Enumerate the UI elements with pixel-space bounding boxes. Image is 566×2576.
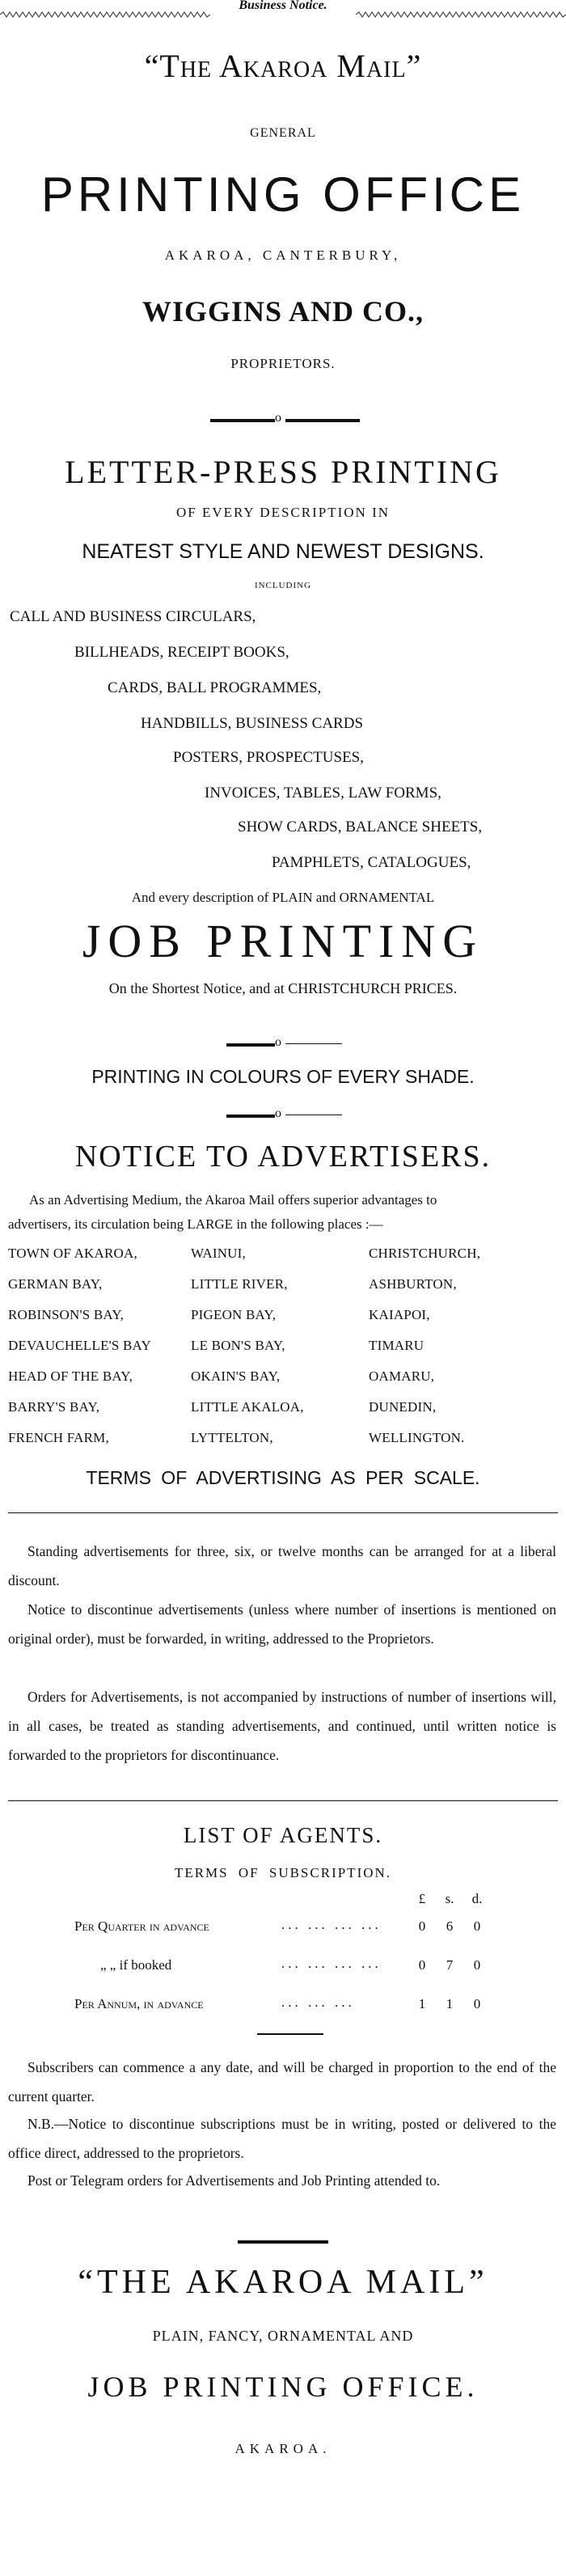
masthead-office: PRINTING OFFICE [40,167,526,222]
agents-paragraph: Subscribers can commence a any date, and will be charged in proportion to the end of the current quarter. [8,2059,556,2104]
place-name: WAINUI, [191,1246,246,1261]
footer-line: PLAIN, FANCY, ORNAMENTAL AND [152,2328,414,2344]
place-name: CHRISTCHURCH, [369,1246,481,1261]
ornament-dot: o [275,411,281,425]
item-line: SHOW CARDS, BALANCE SHEETS, [238,818,483,835]
ornament-rule-left [210,419,275,422]
place-name: ASHBURTON, [369,1276,457,1292]
price-shillings: 7 [446,1957,454,1973]
item-line: PAMPHLETS, CATALOGUES, [272,854,471,871]
place-name: KAIAPOI, [369,1307,430,1322]
leader-dots: ... ... ... ... [281,1917,382,1932]
section-label: Business Notice. [239,0,327,12]
item-line: INVOICES, TABLES, LAW FORMS, [205,785,441,802]
colours-line: PRINTING IN COLOURS OF EVERY SHADE. [91,1066,475,1087]
subscription-label: „ „ if booked [100,1957,172,1973]
agents-paragraph: Post or Telegram orders for Advertisements and Job Printing attended to. [27,2172,441,2189]
divider-rule [8,1512,558,1513]
masthead-firm: WIGGINS AND CO., [142,295,424,328]
place-name: PIGEON BAY, [191,1307,277,1322]
col-header-pence: d. [471,1891,483,1906]
ornament-dot: o [275,1035,281,1049]
agents-paragraph: N.B.—Notice to discontinue subscriptions must be in writing, posted or delivered to the office direct, addressed to the proprietors. [8,2116,556,2161]
place-name: ROBINSON'S BAY, [8,1307,125,1322]
advertisers-heading: NOTICE TO ADVERTISERS. [74,1140,492,1174]
masthead-title: “The Akaroa Mail” [144,48,422,84]
subscription-label: Per Annum, in advance [74,1996,204,2011]
ornament-rule-right [285,419,360,422]
place-name: HEAD OF THE BAY, [8,1368,133,1384]
advertisers-paragraph: Orders for Advertisements, is not accompanied by instructions of number of insertions will, in all cases, be treated as standing advertisements, and continued, until written notice is forwarded to the proprietors for discontinuance. [8,1689,556,1763]
price-pence: 0 [473,1957,481,1973]
place-name: DEVAUCHELLE'S BAY [8,1338,151,1353]
place-name: GERMAN BAY, [8,1276,103,1292]
place-name: LE BON'S BAY, [191,1338,285,1353]
short-rule [257,2033,323,2035]
advertisers-paragraph: Notice to discontinue advertisements (unless where number of insertions is mentioned on original order), must be forwarded, in writing, addressed to the Proprietors. [8,1601,556,1647]
price-pounds: 0 [418,1957,426,1973]
price-shillings: 1 [446,1996,454,2011]
advertisers-paragraph: Standing advertisements for three, six, or twelve months can be arranged for at a liberal discount. [8,1543,556,1588]
agents-heading: LIST OF AGENTS. [183,1823,383,1847]
leader-dots: ... ... ... ... [281,1956,382,1971]
place-name: FRENCH FARM, [8,1430,109,1445]
letterpress-every: And every description of PLAIN and ORNAMENTAL [131,890,435,905]
place-name: OKAIN'S BAY, [191,1368,281,1384]
masthead-proprietors: PROPRIETORS. [230,356,336,371]
item-line: HANDBILLS, BUSINESS CARDS [141,715,364,732]
footer-place: AKAROA. [234,2441,332,2456]
subscription-label: Per Quarter in advance [74,1918,209,1934]
place-name: LITTLE RIVER, [191,1276,288,1292]
ornament-dot: o [275,1106,281,1120]
price-pounds: 1 [418,1996,426,2011]
subscription-terms: TERMS OF SUBSCRIPTION. [174,1865,392,1880]
leader-dots: ... ... ... [281,1994,355,2010]
place-name: LITTLE AKALOA, [191,1399,304,1415]
item-line: POSTERS, PROSPECTUSES, [173,749,364,766]
letterpress-style: NEATEST STYLE AND NEWEST DESIGNS. [82,540,484,563]
masthead-general: GENERAL [250,126,316,140]
divider-rule [8,1800,558,1801]
place-name: WELLINGTON. [369,1430,465,1445]
place-name: LYTTELTON, [191,1430,273,1445]
job-printing-heading: JOB PRINTING [82,915,484,967]
place-name: OAMARU, [369,1368,435,1384]
footer-title: “THE AKAROA MAIL” [78,2264,488,2301]
letterpress-notice: On the Shortest Notice, and at CHRISTCHURCH PRICES. [108,980,458,996]
advertisers-intro: As an Advertising Medium, the Akaroa Mail offers superior advantages to [29,1192,437,1208]
price-pence: 0 [473,1996,481,2011]
col-header-pounds: £ [418,1891,426,1906]
place-name: TIMARU [369,1338,424,1353]
letterpress-sub: OF EVERY DESCRIPTION IN [175,505,391,520]
advertisers-intro: advertisers, its circulation being LARGE in the following places :— [8,1216,383,1232]
item-line: CALL AND BUSINESS CIRCULARS, [10,608,256,625]
short-rule [238,2240,328,2244]
footer-office: JOB PRINTING OFFICE. [87,2371,479,2403]
place-name: BARRY'S BAY, [8,1399,100,1415]
price-pence: 0 [473,1918,481,1934]
letterpress-heading: LETTER-PRESS PRINTING [65,454,501,490]
advertising-terms: TERMS OF ADVERTISING AS PER SCALE. [86,1467,480,1488]
ornament-rule-left [226,1043,275,1047]
price-pounds: 0 [418,1918,426,1934]
place-name: TOWN OF AKAROA, [8,1246,137,1261]
ornament-rule-left [226,1115,275,1118]
ornament-rule-right [285,1043,342,1044]
col-header-shillings: s. [445,1891,454,1906]
masthead-place: AKAROA, CANTERBURY, [164,247,402,263]
place-name: DUNEDIN, [369,1399,437,1415]
item-line: CARDS, BALL PROGRAMMES, [108,679,322,696]
price-shillings: 6 [446,1918,454,1934]
item-line: BILLHEADS, RECEIPT BOOKS, [74,644,289,661]
letterpress-including: INCLUDING [254,581,312,590]
